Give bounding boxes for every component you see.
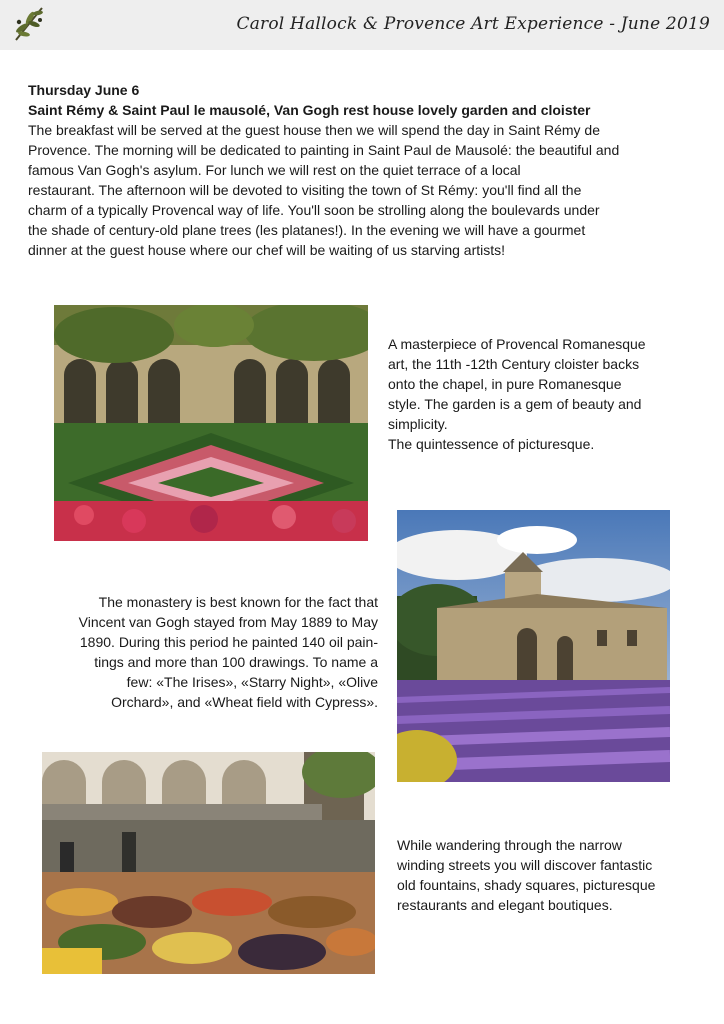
intro-line: Provence. The morning will be dedicated to painting in Saint Paul de Mausolé: the beautiful and — [28, 142, 620, 158]
streets-caption — [397, 835, 697, 915]
page-header — [0, 0, 724, 50]
intro-line: famous Van Gogh's asylum. For lunch we will rest on the quiet terrace of a local — [28, 162, 521, 178]
intro-line: The breakfast will be served at the guest house then we will spend the day in Saint Rémy de — [28, 122, 600, 138]
header-title: Carol Hallock & Provence Art Experience - June 2019 — [236, 14, 710, 34]
intro-paragraph — [28, 120, 700, 260]
caption-line: While wandering through the narrow — [397, 837, 622, 853]
caption-line: onto the chapel, in pure Romanesque — [388, 376, 622, 392]
caption-line: art, the 11th -12th Century cloister backs — [388, 356, 640, 372]
intro-line: the shade of century-old plane trees (les platanes!). In the evening we will have a gourmet — [28, 222, 586, 238]
caption-line: style. The garden is a gem of beauty and — [388, 396, 642, 412]
day-subtitle: Saint Rémy & Saint Paul le mausolé, Van Gogh rest house lovely garden and cloister — [28, 102, 591, 118]
caption-line: 1890. During this period he painted 140 oil pain- — [79, 634, 378, 650]
monastery-caption — [40, 592, 378, 712]
intro-line: restaurant. The afternoon will be devoted to visiting the town of St Rémy: you'll find all the — [28, 182, 582, 198]
caption-line: A masterpiece of Provencal Romanesque — [388, 336, 646, 352]
market-photo — [42, 752, 375, 974]
caption-line: simplicity. — [388, 416, 448, 432]
caption-line: Orchard», and «Wheat field with Cypress». — [111, 694, 378, 710]
caption-line: Vincent van Gogh stayed from May 1889 to May — [78, 614, 378, 630]
caption-line: The monastery is best known for the fact that — [98, 594, 378, 610]
intro-line: dinner at the guest house where our chef will be waiting of us starving artists! — [28, 242, 506, 258]
caption-line: old fountains, shady squares, picturesque — [397, 877, 656, 893]
caption-line: winding streets you will discover fantastic — [397, 857, 653, 873]
intro-line: charm of a typically Provencal way of life. You'll soon be strolling along the boulevards under — [28, 202, 600, 218]
day-heading: Thursday June 6 — [28, 82, 140, 98]
olive-branch-icon — [10, 4, 48, 44]
caption-line: tings and more than 100 drawings. To name a — [94, 654, 378, 670]
caption-line: restaurants and elegant boutiques. — [397, 897, 613, 913]
caption-line: The quintessence of picturesque. — [388, 436, 595, 452]
cloister-garden-photo — [54, 305, 368, 541]
intro-section — [28, 80, 700, 260]
monastery-lavender-photo — [397, 510, 670, 782]
cloister-caption — [388, 334, 688, 454]
caption-line: few: «The Irises», «Starry Night», «Olive — [126, 674, 378, 690]
